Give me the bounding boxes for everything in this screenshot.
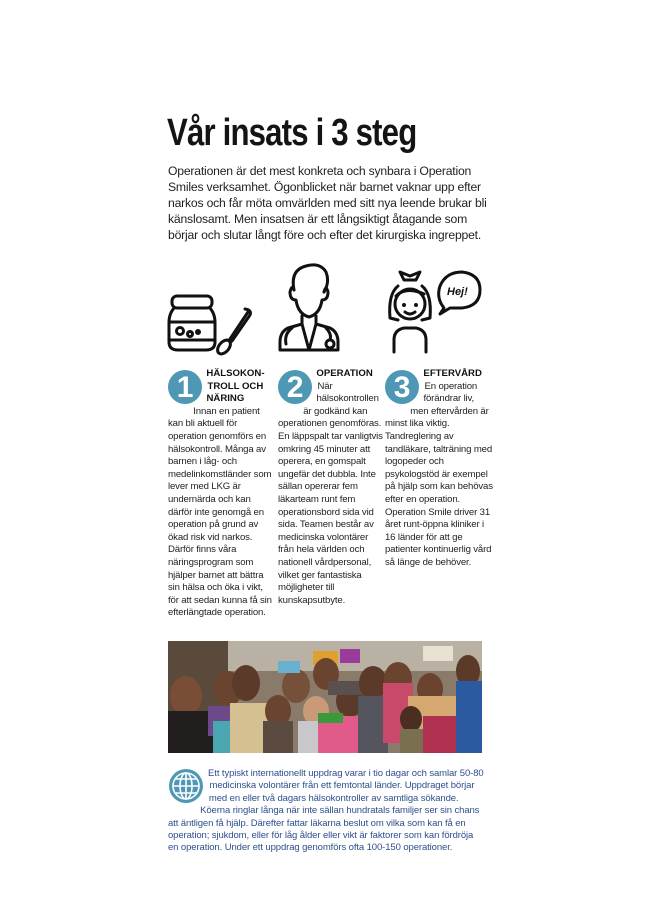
crowd-of-families-waiting-photo	[168, 641, 482, 753]
doctor-stethoscope-icon	[276, 262, 342, 352]
speech-bubble-text: Hej!	[447, 286, 468, 298]
baby-food-jar-spoon-icon	[166, 292, 256, 358]
step-heading: OPERATION	[316, 368, 373, 379]
step-number-badge: 3	[385, 370, 419, 404]
step-text: När hälsokontrollen är godkänd kan operationen genomföras. En läppspalt tar vanligtvis omkring 45 minuter att operera, en gomspalt ungefär det dubbla. Inte sällan opererar fem läkarteam runt fem operationsbord sida vid sida. Teamen består av medicinska volontärer från hela världen och nationell vårdpersonal, vilket ger fantastiska möjligheter till kunskapsutbyte.	[278, 380, 383, 606]
page-title: Vår insats i 3 steg	[167, 112, 417, 154]
intro-paragraph: Operationen är det mest konkreta och synbara i Operation Smiles verksamhet. Ögonblicket när barnet vaknar upp efter narkos och får möta omvärlden med sitt nya leende brukar bli känslosamt. Men insatsen är ett långsiktigt åtagande som börjar och slutar långt före och efter det kirurgiska ingreppet.	[168, 164, 487, 242]
step-heading: EFTERVÅRD	[423, 368, 482, 379]
step-1	[168, 368, 276, 620]
step-number-badge: 2	[278, 370, 312, 404]
step-heading: HÄLSOKON-TROLL OCH NÄRING	[206, 368, 265, 405]
info-box	[168, 768, 484, 855]
globe-icon	[168, 768, 204, 804]
step-number-badge: 1	[168, 370, 202, 404]
step-3	[385, 368, 493, 570]
info-text: Ett typiskt internationellt uppdrag varar i tio dagar och samlar 50-80 medicinska volontärer från ett femtontal länder. Uppdraget börjar med en eller två dagars hälsokontroller av samtliga sökande. Köerna ringlar långa när inte sällan hundratals familjer ser sin chans att äntligen få hjälp. Därefter fattar läkarna beslut om vilka som kan få en operation; sjukdom, eller för låg ålder eller vikt är faktorer som kan fördröja en operation. Under ett uppdrag genomförs ofta 100-150 operationer.	[168, 768, 484, 854]
step-text: En operation förändrar liv, men eftervården är minst lika viktig. Tandreglering av tandläkare, talträning med logopeder och psykologstöd är exempel på hjälp som kan behövas efter en operation. Operation Smile driver 31 året runt-öppna kliniker i 16 länder för att ge patienter kontinuerlig vård så länge de behöver.	[385, 380, 493, 568]
step-text: Innan en patient kan bli aktuell för operation genomförs en hälsokontroll. Många av barnen i låg- och medelinkomstländer som lever med LKG är undernärda och kan därför inte genomgå en operation på grund av ökad risk vid narkos. Därför finns våra näringsprogram som hjälper barnet att bättra sin hälsa och öka i vikt, för att sedan kunna få sin efterlängtade operation.	[168, 405, 272, 619]
step-2	[278, 368, 386, 607]
girl-speech-bubble-icon	[384, 268, 484, 354]
